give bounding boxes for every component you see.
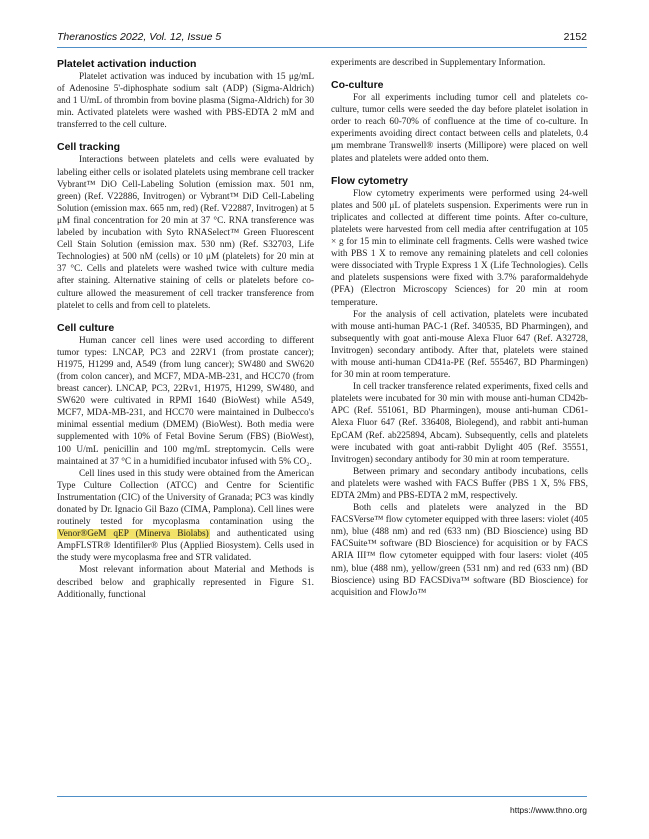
cell-culture-paragraph-2 (57, 468, 314, 565)
left-column (57, 57, 314, 601)
footer-rule (57, 796, 587, 797)
cell-culture-paragraph-3: Most relevant information about Material and Methods is described below and graphically represented in Figure S1. Additionally, functional (57, 565, 314, 600)
platelet-activation-paragraph: Platelet activation was induced by incubation with 15 μg/mL of Adenosine 5'-diphosphate sodium salt (ADP) (Sigma-Aldrich) and 1 U/mL of thrombin from bovine plasma (Sigma-Aldrich) for 30 min. Activated platelets were washed with PBS-EDTA 2 mM and transferred to the cell culture. (57, 72, 314, 131)
co-culture-paragraph: For all experiments including tumor cell and platelets co-culture, tumor cells were seeded the day before platelet isolation in order to reach 60-70% of confluence at the time of co-culture. In experiments avoiding direct contact between cells and platelets, 0.4 μm membrane Transwell® inserts (Millipore) were placed on well plates and platelets were added onto them. (331, 93, 588, 164)
cell-culture-text-before: Cell lines used in this study were obtained from the American Type Culture Collection (ATCC) and Centre for Scientific Instrumentation (CIC) of the University of Granada; PC3 was kindly donated by Dr. Ignacio Gil Bazo (CIMA, Pamplona). Cell lines were routinely tested for mycoplasma contamination using the (57, 468, 314, 528)
right-column (331, 57, 588, 599)
flow-cytometry-paragraph-5: Both cells and platelets were analyzed in the BD FACSVerse™ flow cytometer equipped with three lasers: violet (405 nm), blue (488 nm) and red (633 nm) (BD Bioscience) using BD FACSuite™ software (BD Bioscience) for acquisition or by FACS ARIA III™ flow cytometer equipped with four lasers: violet (405 nm), blue (488 nm), yellow/green (531 nm) and red (633 nm) (BD Bioscience) using BD FACSDiva™ software (BD Bioscience) for acquisition and FlowJo™ (331, 503, 588, 598)
flow-cytometry-paragraph-4: Between primary and secondary antibody incubations, cells and platelets were washed with FACS Buffer (PBS 1 X, 5% FBS, EDTA 2Mm) and PBS-EDTA 2 mM, respectively. (331, 466, 588, 501)
cell-culture-paragraph-1: Human cancer cell lines were used according to different tumor types: LNCAP, PC3 and 22RV1 (from prostate cancer); H1975, H1299 and, A549 (from lung cancer); SW480 and SW620 (from colon cancer), and MCF7, MDA-MB-231, and HCC70 (from breast cancer). LNCAP, PC3, 22Rv1, H1975, H1299, SW480, and SW620 were cultivated in RPMI 1640 (BioWest) while A549, MCF7, MDA-MB-231, and HCC70 were maintained in Dulbecco's minimal essential medium (DMEM) (BioWest). Both media were supplemented with 10% of Fetal Bovine Serum (FBS) (BioWest), 100 U/mL penicillin and 100 mg/mL streptomycin. Cells were maintained at 37 °C in a humidified incubator infused with 5% CO₂. (57, 335, 314, 467)
header-rule (57, 47, 587, 48)
platelet-activation-heading: Platelet activation induction (57, 58, 197, 70)
continued-paragraph: experiments are described in Supplementary Information. (331, 58, 546, 68)
flow-cytometry-paragraph-3: In cell tracker transference related experiments, fixed cells and platelets were incubated for 30 min with mouse anti-human CD42b-APC (Ref. 551061, BD Pharmingen), mouse anti-human CD61-Alexa Fluor 647 (Ref. 336408, Biolegend), and rabbit anti-human EpCAM (Ref. ab225894, Abcam). Subsequently, cells and platelets were incubated with goat anti-rabbit Dylight 405 (Ref. 35551, Invitrogen) secondary antibody for 30 min at room temperature. (331, 382, 588, 465)
page-number: 2152 (563, 31, 587, 43)
co-culture-heading: Co-culture (331, 79, 384, 92)
cell-culture-heading: Cell culture (57, 321, 115, 334)
flow-cytometry-paragraph-2: For the analysis of cell activation, platelets were incubated with mouse anti-human PAC-1 (Ref. 340535, BD Pharmingen), and subsequently with goat anti-mouse Alexa Fluor 647 (Ref. A32728, Invitrogen) secondary antibody. After that, platelets were stained with mouse anti-human CD41a-PE (Ref. 555467, BD Pharmingen) for 30 min at room temperature. (331, 309, 588, 381)
cell-tracking-paragraph: Interactions between platelets and cells were evaluated by labeling either cells or isolated platelets using membrane cell tracker Vybrant™ DiO Cell-Labeling Solution (emission max. 501 nm, green) (Ref. V22886, Invitrogen) or Vybrant™ DiD Cell-Labeling Solution (emission max. 665 nm, red) (Ref. V22887, Invitrogen) at 5 μM final concentration for 20 min at 37 °C. RNA transference was labeled by incubation with Syto RNASelect™ Green Fluorescent Cell Stain Solution (emission max. 530 nm) (Ref. S32703, Life Technologies) at 500 nM (cells) or 10 μM (platelets) for 20 min at 37 °C. Cells and platelets were washed twice with culture media after staining. Alternative staining of cells or platelets before co-culture allowed the measurement of cell tracker transference from platelet to cells and from cell to platelets. (57, 155, 314, 311)
journal-url[interactable]: https://www.thno.org (509, 805, 587, 815)
flow-cytometry-heading: Flow cytometry (331, 174, 409, 187)
flow-cytometry-paragraph-1: Flow cytometry experiments were performed using 24-well plates and 500 μL of platelets suspension. Experiments were run in triplicates and collected at different time points. After co-culture, platelets were harvested from cell media after centrifugation at 105 × g for 15 min to eliminate cell fragments. Cells were washed twice with PBS 1 X to remove any remaining platelets and cell colonies were dissociated with Tryple Express 1 X (Life Technologies). Cells and platelets suspensions were fixed with 3.7% paraformaldehyde (PFA) (Electron Microscopy Sciences) for 20 min at room temperature. (331, 188, 588, 308)
cell-tracking-heading: Cell tracking (57, 141, 121, 154)
cell-culture-text-after: and authenticated using AmpFLSTR® Identifiler® Plus (Applied Biosystem). Cells used in the study were mycoplasma free and STR validated. (57, 529, 314, 564)
journal-header: Theranostics 2022, Vol. 12, Issue 5 (57, 31, 222, 43)
highlighted-text: Venor®GeM qEP (Minerva Biolabs) (58, 529, 209, 540)
